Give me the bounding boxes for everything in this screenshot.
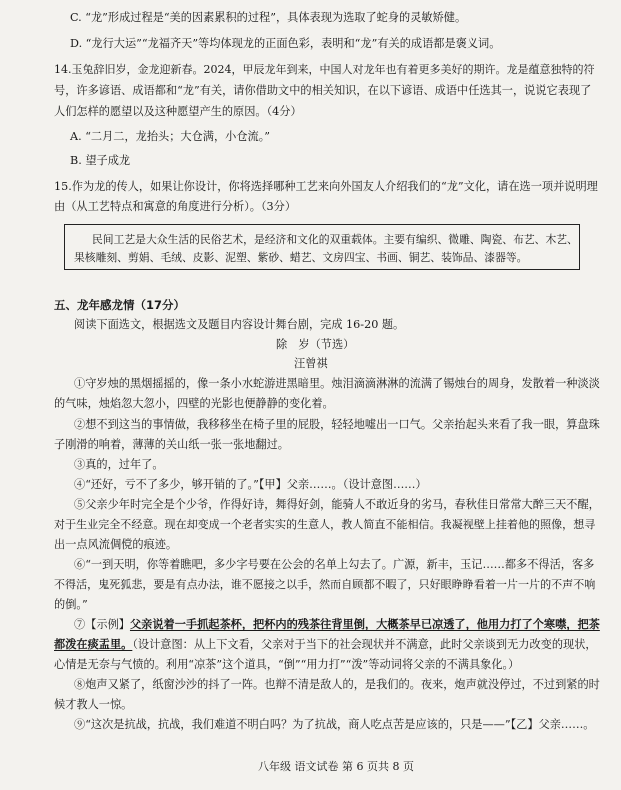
section-heading: 五、龙年感龙情（17分）	[54, 298, 186, 312]
q14-option-b: B. 望子成龙	[70, 154, 131, 167]
para-5-line2: 对于生业完全不经意。现在却变成一个老者实实的生意人，教人简直不能相信。我凝视壁上挂着他的照像，想寻	[54, 518, 596, 531]
crafts-box-line2: 果核雕刻、剪娟、毛绒、皮影、泥塑、紫砂、蜡艺、文房四宝、书画、铜艺、装饰品、漆器等。	[74, 251, 528, 264]
para-8-line1: ⑧炮声又紧了，纸窗沙沙的抖了一阵。也辩不清是敌人的，是我们的。夜来，炮声就没停过，不过到紧的时	[74, 678, 600, 691]
q14-text-line3: 人们怎样的愿望以及这种愿望产生的原因。（4分）	[54, 105, 302, 118]
para-7-design-note: （设计意图：从上下文看，父亲对于当下的社会现状并不满意，此时父亲谈到无力改变的现状，	[132, 638, 597, 651]
passage-title: 除 岁（节选）	[276, 338, 355, 351]
para-2-line1: ②想不到这当的事情做，我移移坐在椅子里的屁股，轻轻地嘘出一口气。父亲抬起头来看了我一眼，算盘珠	[74, 418, 600, 431]
para-7-line3: 心情是无奈与气愤的。利用“凉茶”这个道具，“倒”“用力打”“泼”等动词将父亲的不满具象化。）	[54, 658, 520, 671]
q13-option-c: C. “龙”形成过程是“美的因素累积的过程”，具体表现为选取了蛇身的灵敏矫健。	[70, 11, 467, 24]
para-1-line1: ①守岁烛的黑烟摇摇的，像一条小水蛇游进黑暗里。烛泪滴滴淋淋的流满了锡烛台的周身，发散着一种淡淡	[74, 377, 600, 390]
q14-text-line1: 14.玉兔辞旧岁，金龙迎新春。2024，甲辰龙年到来，中国人对龙年也有着更多美好的期许。龙是蕴意独特的符	[54, 63, 595, 76]
para-3: ③真的，过年了。	[74, 458, 164, 471]
para-8-line2: 候才教人一惊。	[54, 698, 133, 711]
para-6-line3: 的倒。”	[54, 598, 88, 611]
para-6-line2: 不得活，鬼死狐悲，要是有点办法，谁不愿接之以手，然而自顾都不暇了，只好眼睁睁看着一片一片的不声不响	[54, 578, 596, 591]
q15-text-line1: 15.作为龙的传人，如果让你设计，你将选择哪种工艺来向外国友人介绍我们的“龙”文化，请在选一项并说明理	[54, 180, 598, 193]
q14-text-line2: 号，许多谚语、成语都和“龙”有关，请你借助文中的相关知识，在以下谚语、成语中任选其一，说说它表现了	[54, 84, 592, 97]
q13-option-d: D. “龙行大运”“龙福齐天”等均体现龙的正面色彩，表明和“龙”有关的成语都是褒义词。	[70, 37, 501, 50]
q14-option-a: A. “二月二，龙抬头；大仓满，小仓流。”	[70, 130, 271, 143]
para-7-underlined-2: 都泼在痰盂里。	[54, 638, 133, 651]
para-7-example-label: ⑦【示例】	[74, 618, 130, 631]
para-6-line1: ⑥“一到天明，你等着瞧吧，多少字号要在公会的名单上勾去了。广源，新丰，玉记……都多不得活，客多	[74, 558, 595, 571]
para-2-line2: 子刚滑的响着，薄薄的关山纸一张一张地翻过。	[54, 438, 289, 451]
para-7-line1	[74, 618, 600, 632]
passage-author: 汪曾祺	[294, 357, 328, 370]
para-7-line2	[54, 638, 597, 652]
para-7-underlined-1: 父亲说着一手抓起茶杯，把杯内的残茶往背里倒，大概茶早已凉透了，他用力打了个寒噤，把茶	[129, 618, 600, 631]
crafts-box-line1: 民间工艺是大众生活的民俗艺术，是经济和文化的双重载体。主要有编织、微雕、陶瓷、布艺、木艺、	[92, 233, 578, 246]
section-instruction: 阅读下面选文，根据选文及题目内容设计舞台剧，完成 16-20 题。	[74, 318, 405, 331]
para-5-line1: ⑤父亲少年时完全是个少爷，作得好诗，舞得好剑，能骑人不敢近身的劣马，春秋佳日常常大醉三天不醒，	[74, 498, 600, 511]
q15-text-line2: 由（从工艺特点和寓意的角度进行分析）。（3分）	[54, 200, 297, 213]
para-4: ④“还好，亏不了多少，够开销的了。”【甲】父亲……。（设计意图……）	[74, 478, 427, 491]
page-footer: 八年级 语文试卷 第 6 页共 8 页	[258, 760, 414, 773]
para-5-line3: 出一点风流倜傥的痕迹。	[54, 538, 178, 551]
para-1-line2: 的气味，烛焰忽大忽小，四壁的光影也便静静的变化着。	[54, 397, 334, 410]
para-9: ⑨“这次是抗战，抗战，我们难道不明白吗？为了抗战，商人吃点苦是应该的，只是——”【乙】父亲……。	[74, 718, 595, 731]
